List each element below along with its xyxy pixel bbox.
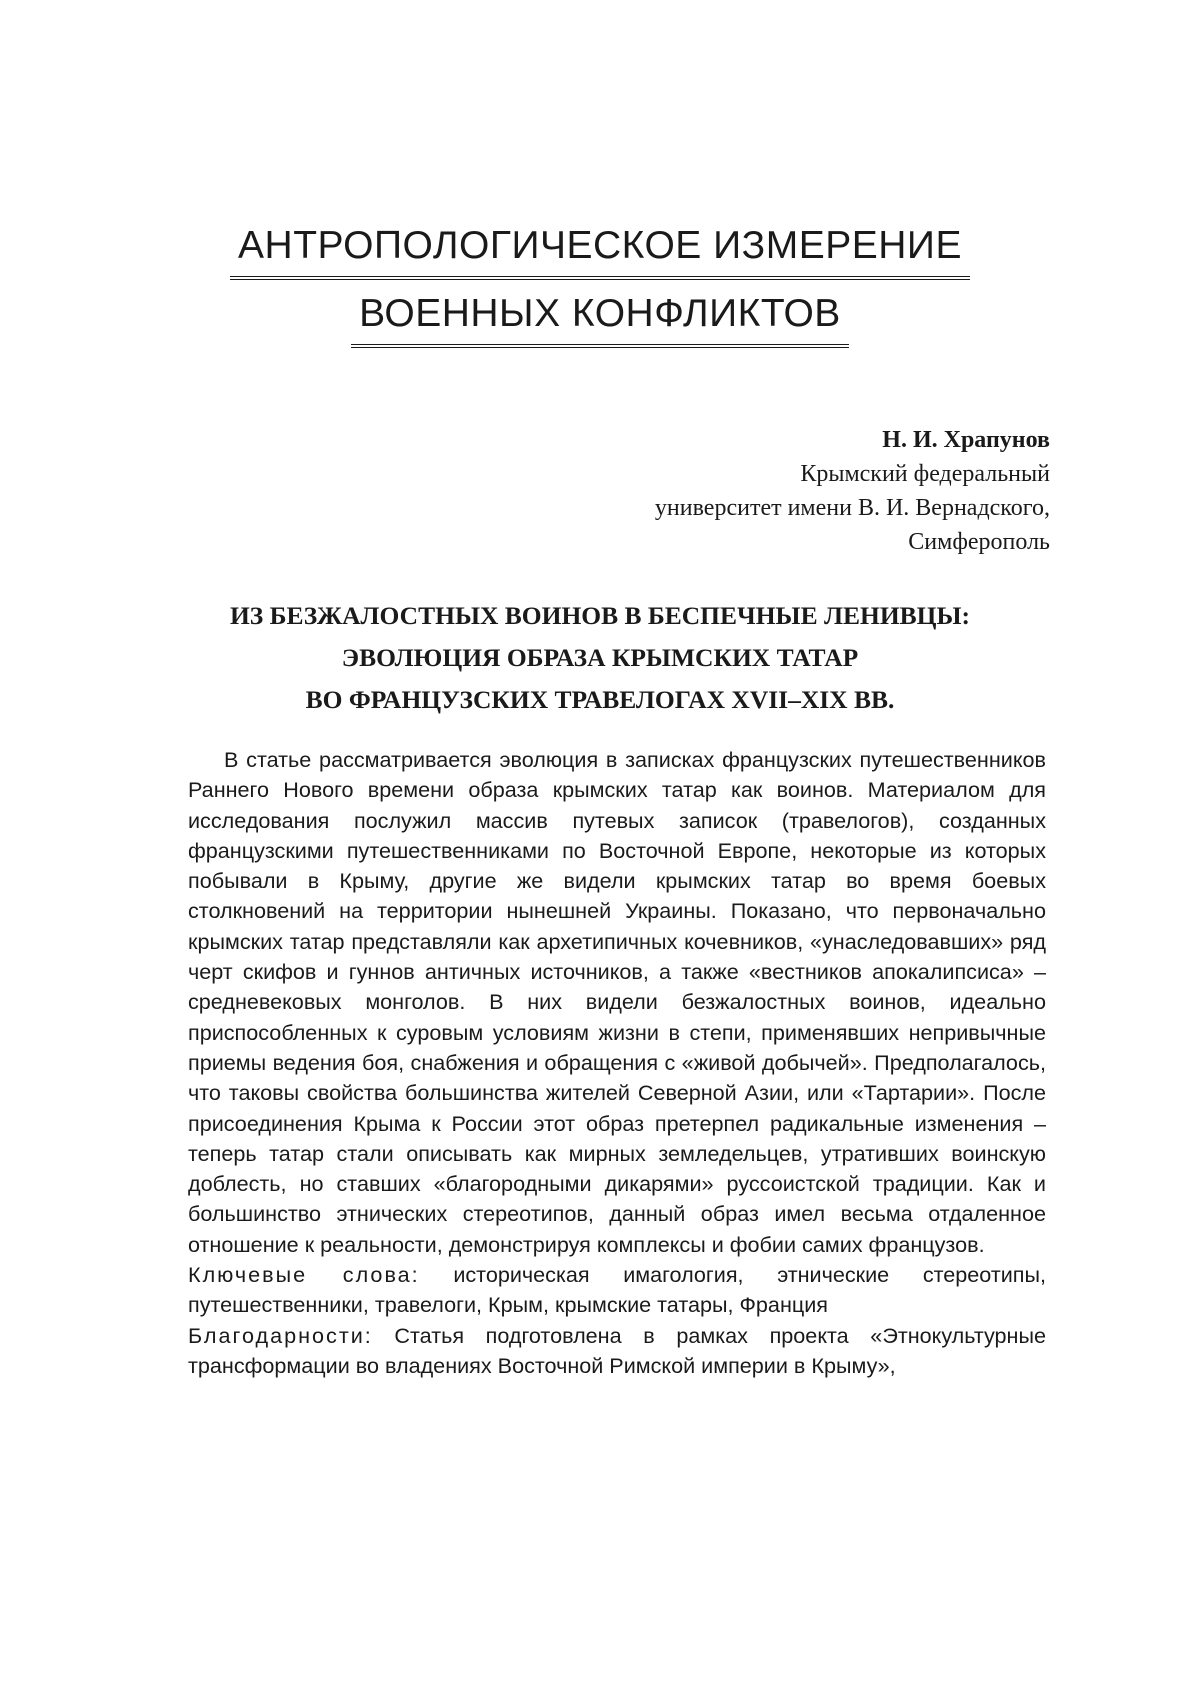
- acknowledgements-paragraph: [188, 1321, 1046, 1382]
- section-title-line-2: ВОЕННЫХ КОНФЛИКТОВ: [351, 290, 849, 348]
- author-block: [655, 423, 1050, 559]
- abstract: [188, 745, 1046, 1381]
- section-header: [0, 222, 1200, 348]
- article-title: [0, 595, 1200, 721]
- article-title-line-2: ЭВОЛЮЦИЯ ОБРАЗА КРЫМСКИХ ТАТАР: [341, 643, 859, 672]
- affiliation-line-2: университет имени В. И. Вернадского,: [654, 495, 1050, 521]
- affiliation-city: Симферополь: [908, 529, 1050, 555]
- abstract-text: В статье рассматривается эволюция в записках французских путешественников Раннего Нового времени образа крымских татар как воинов. Материалом для исследования послужил массив путевых записок (травелогов), созданных французскими путешественниками по Восточной Европе, некоторые из которых побывали в Крыму, другие же видели крымских татар во время боевых столкновений на территории нынешней Украины. Показано, что первоначально крымских татар представляли как архетипичных кочевников, «унаследовавших» ряд черт скифов и гуннов античных источников, а также «вестников апокалипсиса» – средневековых монголов. В них видели безжалостных воинов, идеально приспособленных к суровым условиям жизни в степи, применявших непривычные приемы ведения боя, снабжения и обращения с «живой добычей». Предполагалось, что таковы свойства большинства жителей Северной Азии, или «Тартарии». После присоединения Крыма к России этот образ претерпел радикальные изменения – теперь татар стали описывать как мирных земледельцев, утративших воинскую доблесть, но ставших «благородными дикарями» руссоистской традиции. Как и большинство этнических стереотипов, данный образ имел весьма отдаленное отношение к реальности, демонстрируя комплексы и фобии самих французов.: [188, 747, 1046, 1257]
- acknowledgements-text: Статья подготовлена в рамках проекта «Этнокультурные трансформации во владениях Восточной Римской империи в Крыму»,: [188, 1322, 1046, 1378]
- keywords-text: историческая имагология, этнические стереотипы, путешественники, травелоги, Крым, крымские татары, Франция: [188, 1262, 1046, 1318]
- keywords-label: Ключевые слова:: [188, 1262, 420, 1288]
- author-name: Н. И. Храпунов: [882, 427, 1050, 453]
- article-title-line-1: ИЗ БЕЗЖАЛОСТНЫХ ВОИНОВ В БЕСПЕЧНЫЕ ЛЕНИВЦЫ:: [229, 601, 971, 630]
- keywords-paragraph: [188, 1260, 1046, 1321]
- article-title-line-3: ВО ФРАНЦУЗСКИХ ТРАВЕЛОГАХ XVII–XIX ВВ.: [305, 685, 895, 714]
- section-title-line-1: АНТРОПОЛОГИЧЕСКОЕ ИЗМЕРЕНИЕ: [230, 222, 970, 280]
- affiliation-line-1: Крымский федеральный: [800, 461, 1050, 487]
- acknowledgements-label: Благодарности:: [188, 1322, 373, 1348]
